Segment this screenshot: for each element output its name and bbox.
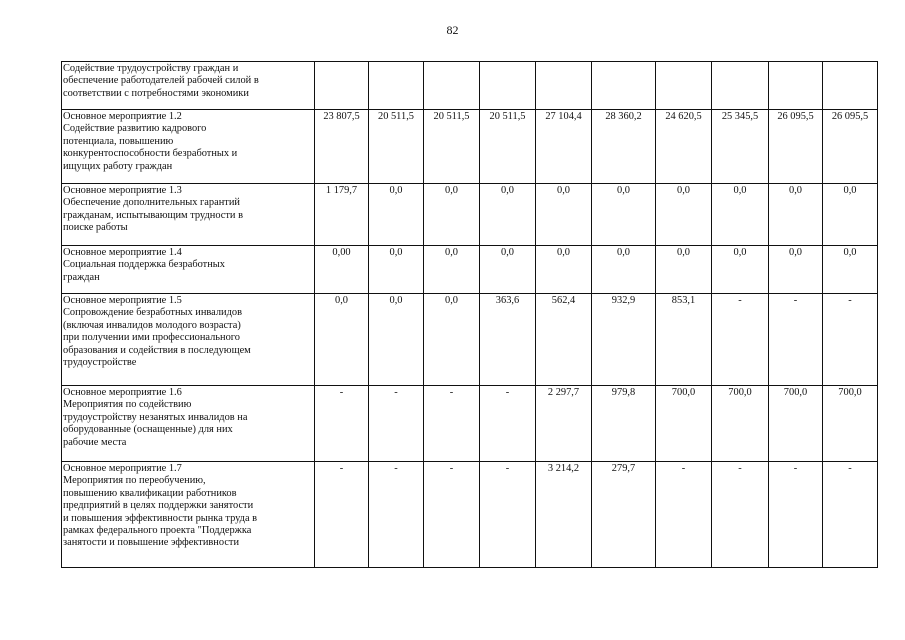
- value-cell: 25 345,5: [712, 110, 769, 184]
- activity-name-line: Основное мероприятие 1.6: [63, 387, 182, 398]
- value-cell: [592, 62, 656, 110]
- activity-name-cell: [62, 462, 315, 568]
- value-cell: [536, 62, 592, 110]
- value-cell: [656, 62, 712, 110]
- value-cell: -: [769, 294, 823, 386]
- activity-name-line: предприятий в целях поддержки занятости: [63, 500, 254, 512]
- activity-name-cell: [62, 246, 315, 294]
- value-cell: 0,00: [315, 246, 369, 294]
- value-cell: [315, 62, 369, 110]
- table-body: [62, 62, 878, 568]
- value-cell: 28 360,2: [592, 110, 656, 184]
- value-cell: -: [424, 462, 480, 568]
- value-cell: 0,0: [480, 246, 536, 294]
- value-cell: 1 179,7: [315, 184, 369, 246]
- value-cell: 0,0: [656, 184, 712, 246]
- value-cell: -: [369, 462, 424, 568]
- activity-name-line: трудоустройстве: [63, 357, 137, 369]
- value-cell: 0,0: [536, 184, 592, 246]
- activity-name-cell: [62, 62, 315, 110]
- value-cell: [480, 62, 536, 110]
- activity-name-line: Сопровождение безработных инвалидов: [63, 307, 243, 319]
- value-cell: 0,0: [656, 246, 712, 294]
- activity-name-cell: [62, 184, 315, 246]
- value-cell: 0,0: [823, 184, 878, 246]
- activity-name-line: потенциала, повышению: [63, 135, 174, 147]
- value-cell: [823, 62, 878, 110]
- value-cell: -: [712, 462, 769, 568]
- value-cell: [424, 62, 480, 110]
- value-cell: 0,0: [369, 246, 424, 294]
- value-cell: 20 511,5: [424, 110, 480, 184]
- value-cell: 279,7: [592, 462, 656, 568]
- activity-name-line: и повышения эффективности рынка труда в: [63, 512, 258, 524]
- activity-name-line: рамках федерального проекта "Поддержка: [63, 525, 252, 537]
- activity-name-line: Содействие трудоустройству граждан и: [63, 63, 239, 74]
- value-cell: 979,8: [592, 386, 656, 462]
- activity-name-line: Основное мероприятие 1.5: [63, 295, 182, 306]
- activity-name-line: рабочие места: [63, 436, 127, 448]
- value-cell: 363,6: [480, 294, 536, 386]
- activity-name-line: (включая инвалидов молодого возраста): [63, 319, 241, 331]
- activity-name-line: Содействие развитию кадрового: [63, 123, 207, 135]
- value-cell: 24 620,5: [656, 110, 712, 184]
- value-cell: 0,0: [769, 246, 823, 294]
- funding-table: [61, 61, 878, 568]
- activity-name-line: граждан: [63, 271, 100, 283]
- activity-name-line: ищущих работу граждан: [63, 160, 173, 172]
- activity-name-line: Мероприятия по содействию: [63, 399, 192, 411]
- value-cell: 0,0: [424, 184, 480, 246]
- activity-name-line: Основное мероприятие 1.2: [63, 111, 182, 122]
- value-cell: 26 095,5: [769, 110, 823, 184]
- value-cell: 2 297,7: [536, 386, 592, 462]
- value-cell: 0,0: [480, 184, 536, 246]
- activity-name-line: Основное мероприятие 1.3: [63, 185, 182, 196]
- value-cell: 23 807,5: [315, 110, 369, 184]
- value-cell: -: [424, 386, 480, 462]
- value-cell: -: [823, 462, 878, 568]
- table-row: [62, 294, 878, 386]
- page-number: 82: [446, 23, 459, 37]
- activity-name-line: оборудованные (оснащенные) для них: [63, 424, 233, 436]
- value-cell: [712, 62, 769, 110]
- value-cell: -: [769, 462, 823, 568]
- activity-name-cell: [62, 386, 315, 462]
- value-cell: -: [656, 462, 712, 568]
- value-cell: 0,0: [424, 294, 480, 386]
- activity-name-line: обеспечение работодателей рабочей силой в: [63, 75, 259, 87]
- table-row: [62, 246, 878, 294]
- value-cell: -: [480, 462, 536, 568]
- value-cell: 0,0: [369, 184, 424, 246]
- value-cell: 0,0: [315, 294, 369, 386]
- value-cell: -: [823, 294, 878, 386]
- activity-name-line: соответствии с потребностями экономики: [63, 87, 249, 99]
- table-row: [62, 184, 878, 246]
- value-cell: 0,0: [424, 246, 480, 294]
- value-cell: 3 214,2: [536, 462, 592, 568]
- table-row: [62, 110, 878, 184]
- activity-name-line: Социальная поддержка безработных: [63, 259, 225, 271]
- table-row: [62, 462, 878, 568]
- value-cell: 26 095,5: [823, 110, 878, 184]
- activity-name-line: поиске работы: [63, 222, 128, 234]
- value-cell: 0,0: [712, 246, 769, 294]
- table-row: [62, 386, 878, 462]
- value-cell: 700,0: [769, 386, 823, 462]
- value-cell: 700,0: [656, 386, 712, 462]
- activity-name-line: образования и содействия в последующем: [63, 344, 251, 356]
- value-cell: 0,0: [823, 246, 878, 294]
- value-cell: [369, 62, 424, 110]
- activity-name-line: Основное мероприятие 1.7: [63, 463, 182, 474]
- value-cell: 932,9: [592, 294, 656, 386]
- value-cell: 562,4: [536, 294, 592, 386]
- activity-name-cell: [62, 294, 315, 386]
- activity-name-line: занятости и повышение эффективности: [63, 537, 240, 549]
- activity-name-line: гражданам, испытывающим трудности в: [63, 209, 243, 221]
- activity-name-line: трудоустройству незанятых инвалидов на: [63, 411, 248, 423]
- value-cell: 0,0: [592, 184, 656, 246]
- value-cell: -: [369, 386, 424, 462]
- value-cell: 0,0: [536, 246, 592, 294]
- value-cell: [769, 62, 823, 110]
- value-cell: -: [315, 462, 369, 568]
- value-cell: 0,0: [712, 184, 769, 246]
- activity-name-line: повышению квалификации работников: [63, 487, 237, 499]
- value-cell: 20 511,5: [369, 110, 424, 184]
- activity-name-line: конкурентоспособности безработных и: [63, 148, 238, 160]
- activity-name-line: Мероприятия по переобучению,: [63, 475, 206, 487]
- value-cell: 0,0: [369, 294, 424, 386]
- value-cell: -: [480, 386, 536, 462]
- activity-name-cell: [62, 110, 315, 184]
- activity-name-line: при получении ими профессионального: [63, 332, 241, 344]
- value-cell: -: [315, 386, 369, 462]
- value-cell: 700,0: [823, 386, 878, 462]
- value-cell: -: [712, 294, 769, 386]
- value-cell: 20 511,5: [480, 110, 536, 184]
- activity-name-line: Основное мероприятие 1.4: [63, 247, 182, 258]
- value-cell: 853,1: [656, 294, 712, 386]
- activity-name-line: Обеспечение дополнительных гарантий: [63, 197, 240, 209]
- value-cell: 0,0: [592, 246, 656, 294]
- value-cell: 27 104,4: [536, 110, 592, 184]
- table-row: [62, 62, 878, 110]
- value-cell: 0,0: [769, 184, 823, 246]
- value-cell: 700,0: [712, 386, 769, 462]
